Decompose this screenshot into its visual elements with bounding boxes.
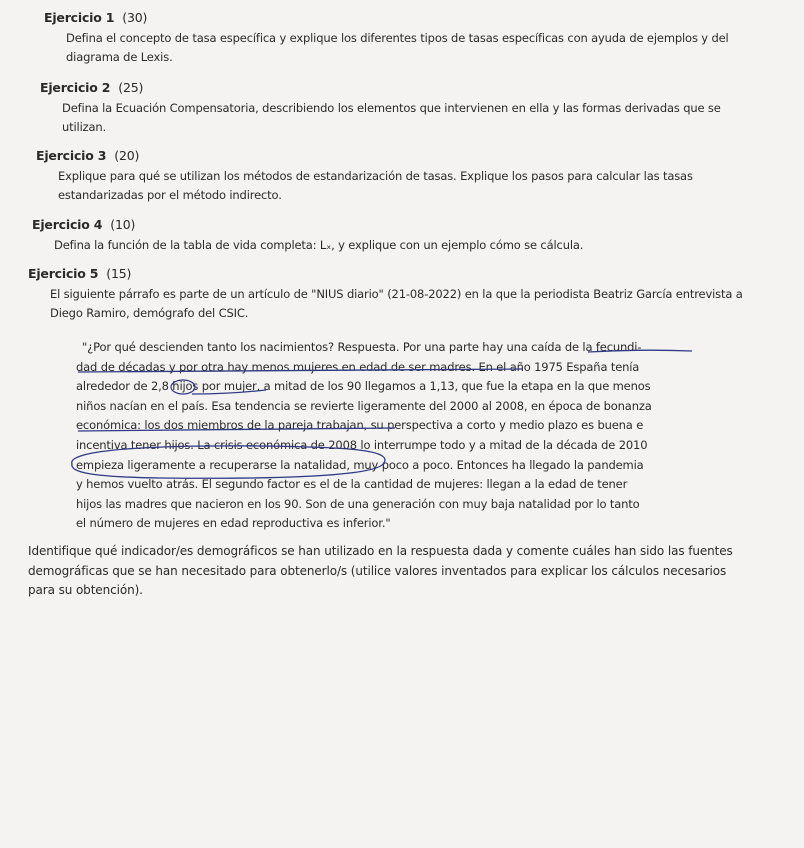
quote-line: dad de décadas y por otra hay menos mujeres en edad de ser madres. En el año 1975 España tenía <box>76 359 640 374</box>
exercise-4-title: Ejercicio 4 <box>32 217 103 232</box>
exercise-3-points: (20) <box>114 148 140 163</box>
quote-line: el número de mujeres en edad reproductiva es inferior." <box>76 516 391 531</box>
exercise-1-body: Defina el concepto de tasa específica y explique los diferentes tipos de tasas específicas con ayuda de ejemplos y del diagrama de Lexis. <box>66 31 729 64</box>
exercise-4-body: Defina la función de la tabla de vida completa: Lₓ, y explique con un ejemplo cómo se cálcula. <box>54 238 584 252</box>
exercise-1 <box>44 10 744 67</box>
quote-line: alrededor de 2,8 hijos por mujer, a mitad de los 90 llegamos a 1,13, que fue la etapa en la que menos <box>76 379 651 394</box>
exercise-2-title: Ejercicio 2 <box>40 80 111 95</box>
quote-line: niños nacían en el país. Esa tendencia se revierte ligeramente del 2000 al 2008, en época de bonanza <box>76 398 652 413</box>
exercise-1-heading <box>44 10 744 25</box>
quote-line: "¿Por qué descienden tanto los nacimientos? Respuesta. Por una parte hay una caída de la fecundi- <box>82 340 642 354</box>
exercise-1-title: Ejercicio 1 <box>44 10 115 25</box>
interview-quote <box>76 338 716 534</box>
exercise-1-points: (30) <box>122 10 148 25</box>
exercise-4-points: (10) <box>110 217 136 232</box>
exercise-5-heading <box>28 266 748 281</box>
exercise-3-heading <box>36 148 736 163</box>
exercise-4 <box>32 217 732 255</box>
quote-line: económica: los dos miembros de la pareja trabajan, su perspectiva a corto y medio plazo es buena e <box>76 418 644 433</box>
final-question: Identifique qué indicador/es demográficos se han utilizado en la respuesta dada y comente cuáles han sido las fuentes demográficas que se han necesitado para obtenerlo/s (utilice valores inventados para explicar los cálculos necesarios para su obtención). <box>28 544 733 597</box>
exercise-5-body: El siguiente párrafo es parte de un artículo de "NIUS diario" (21-08-2022) en la que la periodista Beatriz García entrevista a Diego Ramiro, demógrafo del CSIC. <box>50 287 743 320</box>
quote-line: y hemos vuelto atrás. El segundo factor es el de la cantidad de mujeres: llegan a la edad de tener <box>76 477 628 492</box>
exercise-3-body: Explique para qué se utilizan los métodos de estandarización de tasas. Explique los pasos para calcular las tasas estandarizadas por el método indirecto. <box>58 169 693 202</box>
exercise-3 <box>36 148 736 205</box>
exercise-4-heading <box>32 217 732 232</box>
exercise-5 <box>28 266 748 323</box>
exercise-2 <box>40 80 740 137</box>
exercise-5-points: (15) <box>106 266 132 281</box>
quote-line: empieza ligeramente a recuperarse la natalidad, muy poco a poco. Entonces ha llegado la pandemia <box>76 457 644 472</box>
quote-line: hijos las madres que nacieron en los 90. Son de una generación con muy baja natalidad por lo tanto <box>76 496 640 511</box>
quote-line: incentiva tener hijos. La crisis económica de 2008 lo interrumpe todo y a mitad de la década de 2010 <box>76 437 648 452</box>
exercise-5-title: Ejercicio 5 <box>28 266 99 281</box>
exercise-2-heading <box>40 80 740 95</box>
exercise-2-body: Defina la Ecuación Compensatoria, describiendo los elementos que intervienen en ella y las formas derivadas que se utilizan. <box>62 101 721 134</box>
exercise-2-points: (25) <box>118 80 144 95</box>
exercise-3-title: Ejercicio 3 <box>36 148 107 163</box>
